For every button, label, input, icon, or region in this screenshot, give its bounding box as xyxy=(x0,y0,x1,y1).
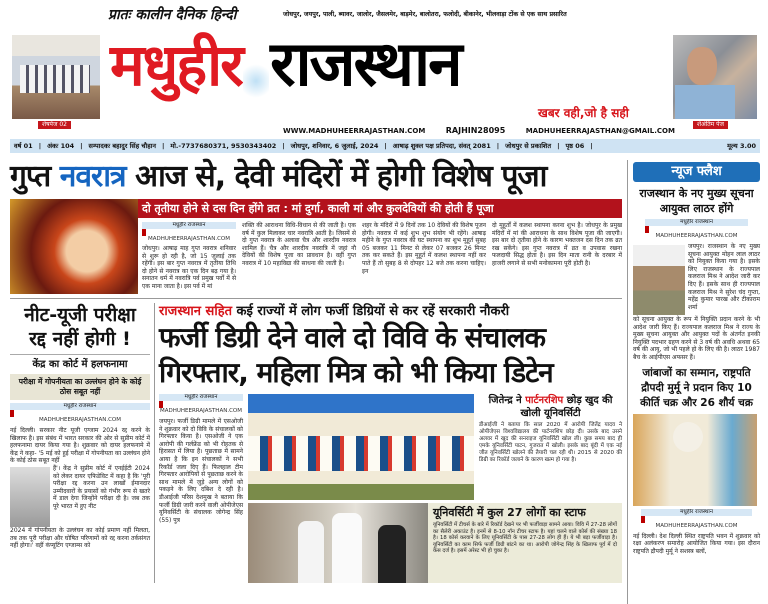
neet-body3: 2024 में गोपनीयता के उल्लंघन का कोई प्रमाण नहीं मिलता, तब तक पूरी परीक्षा और घोषित परिणामों को रद्द करना तर्कसंगत नहीं होगा।' वहीं कंप्यूटिंग एग्जाम्स को xyxy=(10,526,150,550)
degree-headline1: फर्जी डिग्री देने वाले दो विवि के संचालक xyxy=(159,321,546,354)
lead-col2: शक्ति की आराधना विधि-विधान से की जाती है। एक वर्ष में कुल मिलाकर चार नवरात्रि आती है। जिसमें से दो गुप्त नवरात्र के अलावा चैत्र और शारदीय नवरात्र शामिल हैं। चैत्र और शारदीय नवरात्रि में जहां नौ देवियों की विशेष पूजा का प्रावधान है। वहीं गुप्त नवरात्र में 10 महाविद्या की साधना की जाती है। xyxy=(242,222,356,267)
right-photo-caption: शेअंतिम पेज xyxy=(693,121,728,129)
staff-body: यूनिवर्सिटी में टीचर्स के बारे में रिकॉर्ड देखने पर भी फर्जीवाड़ा सामने आया। विवि में 27-28 लोगों का सैलेरी अकाउंट है। इनमें से 8-10 नॉन टीचर स्टाफ है। यहां चलने वाले कोर्स की संख्या 18 है। 18 कोर्स करवाने के लिए यूनिवर्सिटी के पास 27-28 लोग ही हैं। ये भी बड़ा फर्जीवाड़ा है। यूनिवर्सिटी का काम सिर्फ फर्जी डिग्री बांटने का था। आरोपी जोगेन्द्र सिंह के खिलाफ पूर्व में दो केस दर्ज है। इसमें अरेस्ट भी हो चुका है। xyxy=(433,522,617,555)
neet-subhead: केंद्र का कोर्ट में हलफनामा xyxy=(10,354,150,371)
neet-headline1: नीट-यूजी परीक्षा xyxy=(24,304,136,326)
degree-side-body: डीआईजी ने बताया कि साल 2020 में आरोपी जितेंद्र यादव ने ओपीजेएस विश्वविद्यालय की पार्टनरशिप छोड़ दी। उसके बाद उसने अलवर में खुद की सनराइज यूनिवर्सिटी खोल ली। कुछ समय बाद ही एमके यूनिवर्सिटी पाटन, गुजरात में खोली। इसके बाद बूंदी में एक नई जीत यूनिवर्सिटी खोलने की तैयारी चल रही थी। 2015 से 2020 की डिग्री का रिकॉर्ड जलाने के कारण खत्म हो गया है। xyxy=(479,422,622,463)
headline-part: गुप्त xyxy=(10,159,60,194)
price: मूल्य 3.00 xyxy=(727,142,756,150)
source-web: MADHUHEERRAJASTHAN.COM xyxy=(39,417,121,423)
source-label: मधुहीर राजस्थान xyxy=(641,509,752,516)
logo xyxy=(110,26,670,102)
sidebar-rule xyxy=(627,160,628,604)
pages: पृष्ठ 06 xyxy=(565,142,585,150)
source-label: मधुहीर राजस्थान xyxy=(159,394,243,401)
source-label: मधुहीर राजस्थान xyxy=(645,219,748,226)
degree-kicker xyxy=(159,303,622,320)
year: वर्ष 01 xyxy=(14,142,33,150)
arrest-photo[interactable] xyxy=(248,503,428,583)
published: जोधपुर से प्रकाशित xyxy=(505,142,552,150)
goddess-image[interactable] xyxy=(10,199,138,294)
degree-headline2: गिरफ्तार, महिला मित्र को भी किया डिटेन xyxy=(159,356,553,389)
source-web: MADHUHEERRAJASTHAN.COM xyxy=(655,233,738,239)
neet-box: परीक्षा में गोपनीयता का उल्लंघन होने के कोई ठोस सबूत नहीं xyxy=(10,374,150,400)
degree-body: जयपुर। फर्जी डिग्री मामले में एसओजी ने शुक्रवार को दो विवि के संचालकों को गिरफ्तार किया है। एसओजी ने एक आरोपी की गर्लफ्रेंड को भी रोहतक से हिरासत में लिया है। पूछताछ में सामने आया है कि इन संचालकों ने सभी रिकॉर्ड जला दिए हैं। फिलहाल टीम गिरफ्तार आरोपियों से पूछताछ करने के साथ मामले में जुड़े अन्य लोगों को पकड़ने के लिए दबिश दे रही है। डीआईजी परिस देशमुख ने बताया कि फर्जी डिग्री जारी करने वाली ओपीजेएस यूनिवर्सिटी के संचालक जोगेन्द्र सिंह (55) पुत्र xyxy=(159,418,243,524)
neet-headline2: रद्द नहीं होगी ! xyxy=(29,328,131,350)
university-building-photo[interactable] xyxy=(248,394,474,500)
source-web: MADHUHEERRAJASTHAN.COM xyxy=(655,522,738,529)
divider xyxy=(10,298,622,299)
flash-body2: को सूचना आयुक्त के रूप में नियुक्ति प्रदान करने के भी आदेश जारी किए हैं। राज्यपाल कलराज मिश्र ने राज्य के मुख्य सूचना आयुक्त और आयुक्त पदों के अंतर्गत इनकी नियुक्ति पदभार ग्रहण करने से 3 वर्ष की अवधि अथवा 65 वर्ष की आयु, जो भी पहले हो के लिए की है। लाठर 1987 बैच के आईपीएस अफसर हैं। xyxy=(633,316,760,361)
degree-story xyxy=(159,303,622,583)
award-ceremony-photo[interactable] xyxy=(633,414,757,506)
cities-line: जोधपुर, जयपुर, पाली, ब्यावर, जालोर, जैसलमेर, बाड़मेर, बालोतरा, फलोदी, बीकानेर, भीलवाड़ा टोंक से एक साथ प्रसारित xyxy=(283,11,567,18)
lead-col4: दो मुहूर्तों में कलश स्थापना करना शुभ है। जोधपुर के प्रमुख मंदिरों में मां की आराधना के साथ विशेष पूजा की जाएगी। इस बार दो तृतीया होने के कारण भक्तजन दस दिन तक व्रत रख सकेंगे। इस गुप्त नवरात्र में व्रत व उपवास रखना फलदायी सिद्ध होता है। इस दिन माता रानी के दरबार में हाजरी लगाने से सभी मनोकामना पूरी होती है। xyxy=(492,222,622,267)
main-area xyxy=(10,158,622,583)
degree-side-headline xyxy=(479,394,622,420)
slogan: खबर वही,जो है सही xyxy=(538,106,629,120)
mobile: मो.-7737680371, 9530343402 xyxy=(170,142,277,150)
source-marker xyxy=(142,229,146,236)
side-head-text: छोड़ खुद की खोली यूनिवर्सिटी xyxy=(520,395,613,419)
lead-col3: शहर के मंदिरों में 9 दिनों तक 10 देवियों की विशेष पूजन होगी। नवरात्र में कई शुभ शुभ संयोग भी रहेंगे। आषाढ़ महीने के गुप्त नवरात्र की घट स्थापना का शुभ मुहूर्त सुबह 05 बजकर 11 मिनट से लेकर 07 बजकर 26 मिनट तक कर सकते हैं। इस मुहूर्त में कलश स्थापना नहीं कर पाते हैं तो सुबह 8 से दोपहर 12 बजे तक करना चाहिए। इन xyxy=(362,222,486,275)
lead-headline xyxy=(10,158,622,196)
source-marker xyxy=(10,410,14,417)
award-body: नई दिल्ली। देश दिल्ली स्थित राष्ट्रपति भवन में शुक्रवार को रक्षा अलंकरण समारोह आयोजित किया गया। इस दौरान राष्ट्रपति द्रौपदी मुर्मू ने सशस्त्र बलों, xyxy=(633,532,760,555)
left-photo-caption: शेषपेज 02 xyxy=(38,121,71,129)
news-flash-label: न्यूज फ्लैश xyxy=(633,162,760,182)
lead-subhead: दो तृतीया होने से दस दिन होंगे व्रत : मां दुर्गा, काली मां और कुलदेवियों की होती हैं पूजा xyxy=(138,199,622,218)
neet-body1: नई दिल्ली। सरकार नीट यूजी एग्जाम 2024 रद्द करने के खिलाफ है। इस संबंध में भारत सरकार की ओर से सुप्रीम कोर्ट में हलफनामा दायर किया गया है। शुक्रवार को दायर हलफनामे में केंद्र ने कहा- '5 मई को हुई परीक्षा में गोपनीयता का उल्लंघन होने के कोई ठोस सबूत नहीं xyxy=(10,427,150,465)
logo-red: मधुहीर xyxy=(110,31,242,99)
info-bar: वर्ष 01 | अंकः 104 | सम्पादकः बहादुर सिंह चौहान | मो.-7737680371, 9530343402 | जोधपुर, शनिवार, 6 जुलाई, 2024 | आषाढ़ शुक्ल पक्ष प्रतिपदा, संवत् 2081 | जोधपुर से प्रकाशित | पृष्ठ 06 | मूल्य 3.00 xyxy=(10,139,760,153)
kicker-highlight: राजस्थान सहित xyxy=(159,304,233,319)
right-masthead-photo[interactable] xyxy=(673,35,757,119)
award-headline: जांबाजों का सम्मान, राष्ट्रपति द्रौपदी मुर्मू ने प्रदान किए 10 कीर्ति चक्र और 26 शौर्य चक्र xyxy=(640,366,753,409)
source-marker xyxy=(645,226,649,233)
staff-headline: यूनिवर्सिटी में कुल 27 लोगों का स्टाफ xyxy=(433,506,586,519)
neet-photo[interactable] xyxy=(10,467,50,527)
officer-photo[interactable] xyxy=(633,245,685,315)
headline-highlight: नवरात्र xyxy=(59,159,126,194)
tagline-top: प्रातः कालीन दैनिक हिन्दी xyxy=(108,7,237,23)
issue: अंकः 104 xyxy=(47,142,75,150)
reg-number: RAJHIN28095 xyxy=(445,126,506,135)
source-web: MADHUHEERRAJASTHAN.COM xyxy=(160,408,242,414)
flash-body1: जयपुर। राजस्थान के नए मुख्य सूचना आयुक्त मोहन लाल लाठर को नियुक्त किया गया है। इसके लिए राजस्थान के राज्यपाल कलराज मिश्र ने आदेश जारी कर दिए हैं। इसके साथ ही राज्यपाल कलराज मिश्र ने सुरेश चंद गुप्ता, महेंद्र कुमार पारख और टीकाराम शर्मा xyxy=(688,243,760,311)
source-label: मधुहीर राजस्थान xyxy=(10,403,150,410)
date: जोधपुर, शनिवार, 6 जुलाई, 2024 xyxy=(290,142,379,150)
samvat: आषाढ़ शुक्ल पक्ष प्रतिपदा, संवत् 2081 xyxy=(392,142,491,150)
logo-black: राजस्थान xyxy=(270,27,461,100)
flash-headline: राजस्थान के नए मुख्य सूचना आयुक्त लाठर होंगे xyxy=(639,187,754,215)
source-marker xyxy=(641,516,645,523)
email-link[interactable]: MADHUHEERRAJASTHAN@GMAIL.COM xyxy=(525,127,675,135)
source-label: मधुहीर राजस्थान xyxy=(142,222,236,229)
source-marker xyxy=(159,401,163,408)
kicker-text: कई राज्यों में लोग फर्जी डिग्रियों से कर रहें सरकारी नौकरी xyxy=(232,304,510,319)
column-rule xyxy=(154,303,155,583)
neet-body2: हैं'। केंद्र ने सुप्रीम कोर्ट में एनईईटी 2024 को लेकर दायर एफिडेविट में कहा है कि 'पूरी परीक्षा रद्द करना उन लाखों ईमानदार उम्मीदवारों के प्रयासों को गंभीर रूप से खतरे में डाल देगा जिन्होंने परीक्षा दी है। जब तक पूरे भारत में हुए नीट xyxy=(53,464,150,510)
website-link[interactable]: WWW.MADHUHEERRAJASTHAN.COM xyxy=(283,127,426,135)
left-masthead-photo[interactable] xyxy=(12,35,100,119)
side-head-text: जितेन्द्र ने xyxy=(488,395,526,406)
sidebar xyxy=(633,162,760,555)
side-head-highlight: पार्टनरशिप xyxy=(525,395,564,406)
pen-emblem-icon xyxy=(243,61,269,101)
lead-col1: जोधपुर। आषाढ़ माह गुप्त नवरात्र शनिवार से शुरू हो रही है, जो 15 जुलाई तक रहेंगी। इस बार गुप्त नवरात्र में तृतीया तिथि दो होने से नवरात्र का एक दिन बढ़ गया है। सनातन धर्म में नवरात्रि पर्व प्रमुख पर्वों में से एक माना जाता है। इस पर्व में मां xyxy=(142,245,236,290)
headline-part: आज से, देवी मंदिरों में होगी विशेष पूजा xyxy=(125,159,547,194)
staff-box xyxy=(428,503,622,583)
neet-story xyxy=(10,303,150,583)
editor: सम्पादकः बहादुर सिंह चौहान xyxy=(88,142,156,150)
source-web: MADHUHEERRAJASTHAN.COM xyxy=(148,236,230,242)
